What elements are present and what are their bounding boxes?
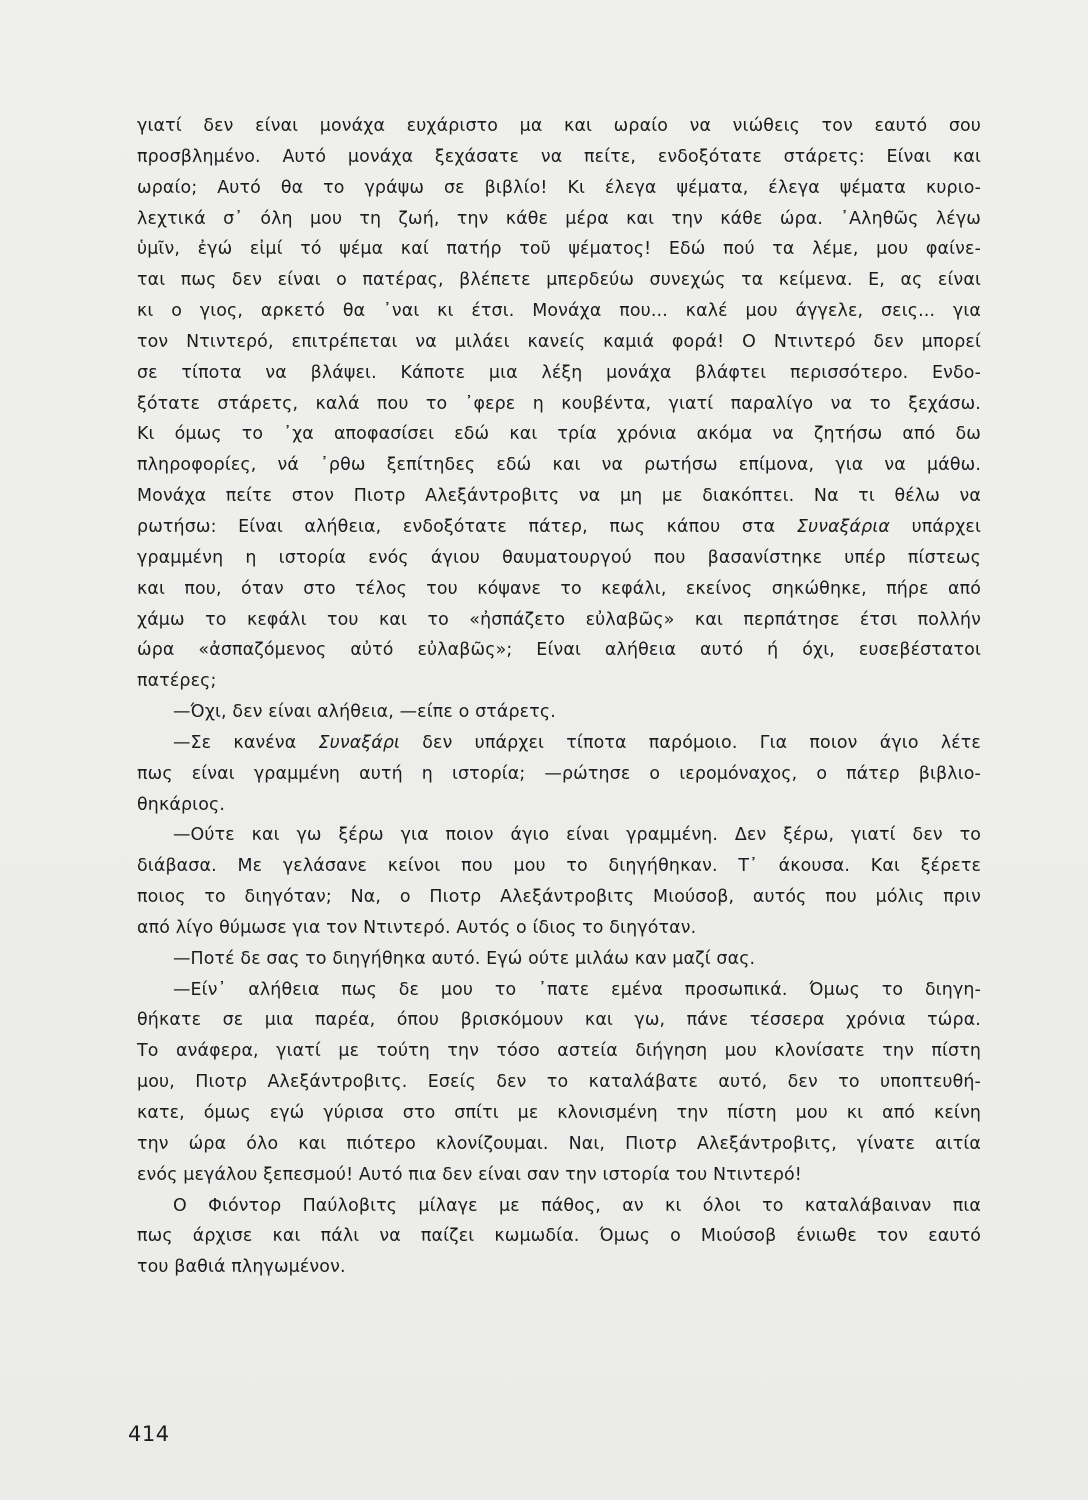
text-line: ώρα «ἀσπαζόμενος αὐτό εὐλαβῶς»; Είναι αλήθεια αυτό ή όχι, ευσεβέστατοι [137, 640, 981, 661]
text-line: πως είναι γραμμένη αυτή η ιστορία; —ρώτησε ο ιερομόναχος, ο πάτερ βιβλιο- [137, 763, 981, 784]
text-line: ποιος το διηγόταν; Να, ο Πιοτρ Αλεξάντροβιτς Μιούσοβ, αυτός που μόλις πριν [137, 887, 981, 908]
italic-title: Συναξάρι [318, 732, 401, 753]
text-line [137, 512, 981, 543]
text-line: τον Ντιντερό, επιτρέπεται να μιλάει κανείς καμιά φορά! Ο Ντιντερό δεν μπορεί [137, 331, 981, 352]
text-line: θηκάριος. [137, 794, 226, 815]
text-line: ενός μεγάλου ξεπεσμού! Αυτό πια δεν είναι σαν την ιστορία του Ντιντερό! [137, 1164, 802, 1185]
text-line: κατε, όμως εγώ γύρισα στο σπίτι με κλονισμένη την πίστη μου κι από κείνη [137, 1103, 981, 1123]
page-number: 414 [128, 1422, 170, 1446]
text-line: του βαθιά πληγωμένον. [137, 1257, 346, 1278]
text-segment: —Σε κανένα [173, 732, 319, 753]
text-line [137, 728, 981, 759]
text-line: σε τίποτα να βλάψει. Κάποτε μια λέξη μονάχα βλάφτει περισσότερο. Ενδο- [137, 362, 981, 383]
text-line: —Ποτέ δε σας το διηγήθηκα αυτό. Εγώ ούτε μιλάω καν μαζί σας. [173, 948, 756, 969]
text-line: —Είν᾽ αλήθεια πως δε μου το ᾽πατε εμένα προσωπικά. Όμως το διηγη- [173, 979, 981, 1000]
text-line: πατέρες; [137, 671, 217, 692]
text-line: χάμω το κεφάλι του και το «ἠσπάζετο εὐλαβῶς» και περπάτησε έτσι πολλήν [137, 609, 981, 630]
text-line: —Όχι, δεν είναι αλήθεια, —είπε ο στάρετς. [173, 702, 556, 723]
text-line: θήκατε σε μια παρέα, όπου βρισκόμουν και γω, πάνε τέσσερα χρόνια τώρα. [137, 1010, 981, 1031]
text-line: και που, όταν στο τέλος του κόψανε το κεφάλι, εκείνος σηκώθηκε, πήρε από [137, 578, 981, 599]
text-segment: ρωτήσω: Είναι αλήθεια, ενδοξότατε πάτερ, πως κάπου στα [137, 516, 797, 537]
text-line: Μονάχα πείτε στον Πιοτρ Αλεξάντροβιτς να μη με διακόπτει. Να τι θέλω να [137, 486, 981, 507]
text-line: προσβλημένο. Αυτό μονάχα ξεχάσατε να πείτε, ενδοξότατε στάρετς: Είναι και [137, 146, 981, 167]
text-line: γιατί δεν είναι μονάχα ευχάριστο μα και ωραίο να νιώθεις τον εαυτό σου [137, 116, 981, 136]
text-line: ωραίο; Αυτό θα το γράψω σε βιβλίο! Κι έλεγα ψέματα, έλεγα ψέματα κυριο- [137, 177, 981, 198]
body-text [137, 111, 981, 1283]
text-line: διάβασα. Με γελάσανε κείνοι που μου το διηγήθηκαν. Τ᾽ άκουσα. Και ξέρετε [137, 856, 981, 877]
text-segment: δεν υπάρχει τίποτα παρόμοιο. Για ποιον άγιο λέτε [400, 732, 981, 753]
text-line: λεχτικά σ᾽ όλη μου τη ζωή, την κάθε μέρα και την κάθε ώρα. ᾽Αληθῶς λέγω [137, 208, 981, 229]
text-line: Το ανάφερα, γιατί με τούτη την τόσο αστεία διήγηση μου κλονίσατε την πίστη [137, 1041, 981, 1062]
text-segment: υπάρχει [890, 516, 981, 537]
text-line: ὑμῖν, ἐγώ εἰμί τό ψέμα καί πατήρ τοῦ ψέματος! Εδώ πού τα λέμε, μου φαίνε- [137, 239, 981, 260]
text-line: πληροφορίες, νά ᾽ρθω ξεπίτηδες εδώ και να ρωτήσω επίμονα, για να μάθω. [137, 455, 981, 476]
text-line: Ο Φιόντορ Παύλοβιτς μίλαγε με πάθος, αν κι όλοι το καταλάβαιναν πια [173, 1195, 981, 1216]
text-line: κι ο γιος, αρκετό θα ᾽ναι κι έτσι. Μονάχα που... καλέ μου άγγελε, σεις... για [137, 301, 981, 322]
text-line: μου, Πιοτρ Αλεξάντροβιτς. Εσείς δεν το καταλάβατε αυτό, δεν το υποπτευθή- [137, 1072, 981, 1093]
text-line: Κι όμως το ᾽χα αποφασίσει εδώ και τρία χρόνια ακόμα να ζητήσω από δω [137, 424, 981, 445]
text-line: γραμμένη η ιστορία ενός άγιου θαυματουργού που βασανίστηκε υπέρ πίστεως [137, 547, 981, 568]
text-line: ξότατε στάρετς, καλά που το ᾽φερε η κουβέντα, γιατί παραλίγο να το ξεχάσω. [137, 393, 981, 414]
text-line: —Ούτε και γω ξέρω για ποιον άγιο είναι γραμμένη. Δεν ξέρω, γιατί δεν το [173, 825, 981, 846]
text-line: την ώρα όλο και πιότερο κλονίζουμαι. Ναι, Πιοτρ Αλεξάντροβιτς, γίνατε αιτία [137, 1133, 981, 1154]
text-line: πως άρχισε και πάλι να παίζει κωμωδία. Όμως ο Μιούσοβ ένιωθε τον εαυτό [137, 1226, 981, 1247]
italic-title: Συναξάρια [796, 516, 890, 537]
text-line: από λίγο θύμωσε για τον Ντιντερό. Αυτός ο ίδιος το διηγόταν. [137, 917, 697, 938]
text-line: ται πως δεν είναι ο πατέρας, βλέπετε μπερδεύω συνεχώς τα κείμενα. Ε, ας είναι [137, 270, 981, 291]
